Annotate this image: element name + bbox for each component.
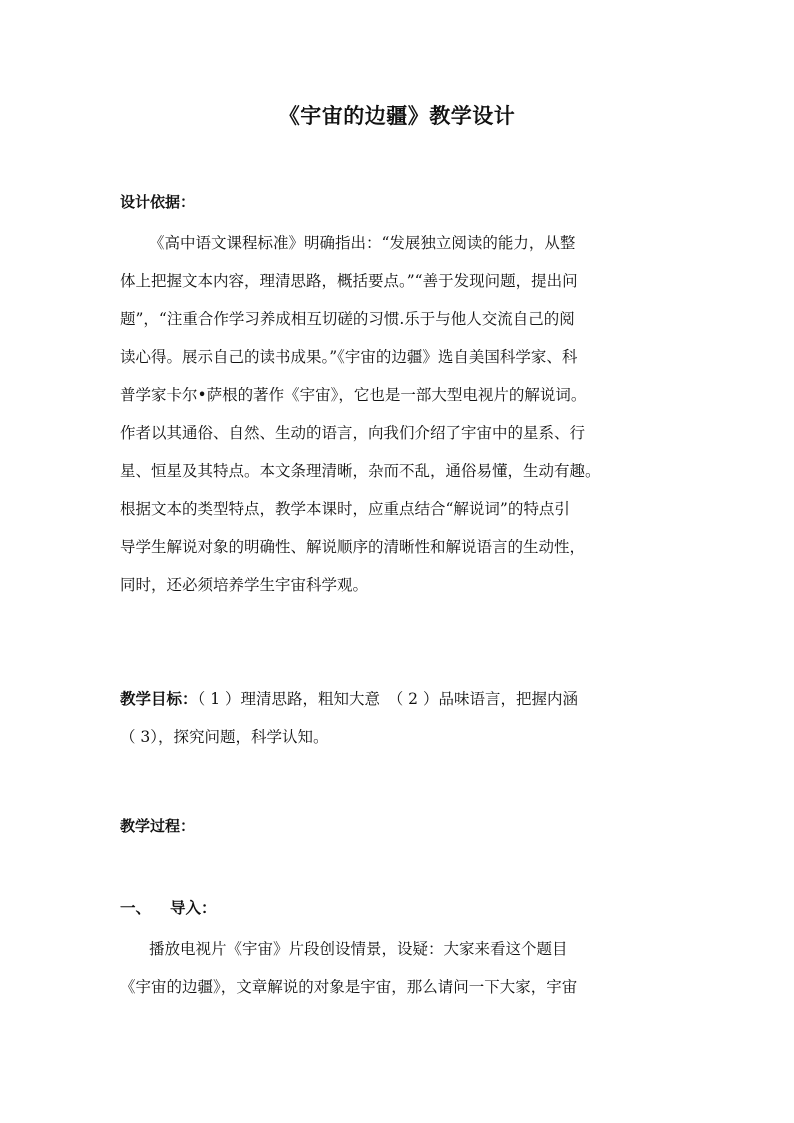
process-heading: 教学过程： — [120, 817, 196, 835]
paragraph-line: 同时，还必须培养学生宇宙科学观。 — [120, 576, 369, 594]
paragraph-line: 星、恒星及其特点。本文条理清晰，杂而不乱，通俗易懂，生动有趣。 — [120, 462, 601, 480]
goals-label: 教学目标： — [120, 690, 198, 708]
paragraph-line: 《高中语文课程标准》明确指出：“发展独立阅读的能力，从整 — [149, 234, 576, 252]
goals-line — [120, 688, 676, 710]
goals-text: （ 1 ）理清思路，粗知大意 （ 2 ）品味语言，把握内涵 — [197, 690, 578, 708]
paragraph-line: 普学家卡尔•萨根的著作《宇宙》，它也是一部大型电视片的解说词。 — [120, 386, 587, 404]
section-number: 一、 — [120, 899, 152, 917]
goals-line-2: （ 3），探究问题，科学认知。 — [120, 728, 329, 746]
paragraph-line: 导学生解说对象的明确性、解说顺序的清晰性和解说语言的生动性， — [120, 538, 586, 556]
paragraph-line: 作者以其通俗、自然、生动的语言，向我们介绍了宇宙中的星系、行 — [120, 424, 586, 442]
section-one-heading — [120, 897, 676, 919]
paragraph-line: 读心得。展示自己的读书成果。”《宇宙的边疆》选自美国科学家、科 — [120, 348, 578, 366]
basis-heading: 设计依据： — [120, 193, 196, 211]
paragraph-line: 播放电视片《宇宙》片段创设情景，设疑：大家来看这个题目 — [149, 940, 568, 958]
paragraph-line: 体上把握文本内容，理清思路，概括要点。”“善于发现问题，提出问 — [120, 272, 578, 290]
paragraph-line: 题”，“注重合作学习养成相互切磋的习惯.乐于与他人交流自己的阅 — [120, 310, 575, 328]
paragraph-line: 根据文本的类型特点，教学本课时，应重点结合“解说词”的特点引 — [120, 500, 570, 518]
document-title: 《宇宙的边疆》教学设计 — [278, 104, 516, 128]
paragraph-line: 《宇宙的边疆》，文章解说的对象是宇宙，那么请问一下大家，宇宙 — [120, 978, 578, 996]
section-label: 导入： — [170, 899, 217, 917]
